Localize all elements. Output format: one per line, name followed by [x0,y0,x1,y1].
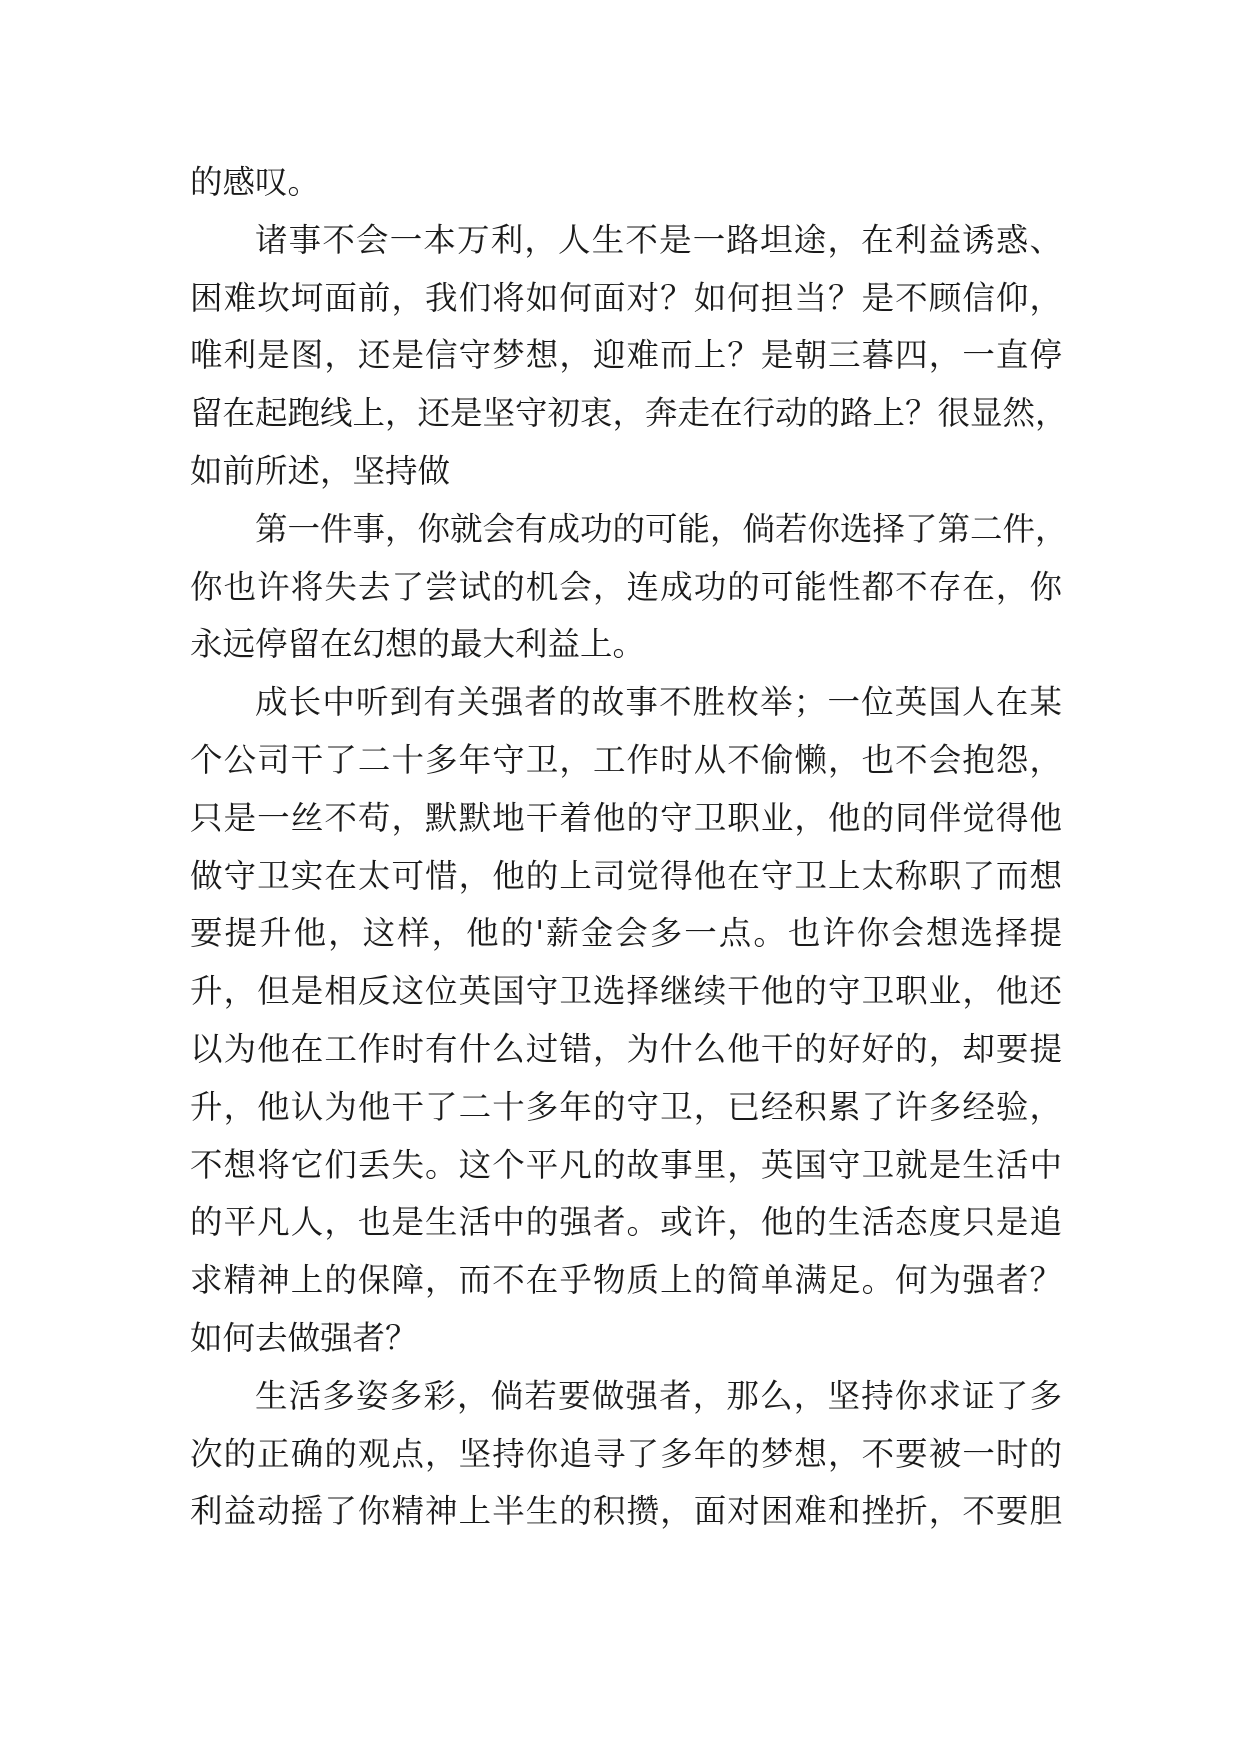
text-line: 的感叹。 [190,163,321,201]
paragraph-first-line: 诸事不会一本万利，人生不是一路坦途，在利益诱惑、 [255,220,1062,259]
text-line: 求精神上的保障，而不在乎物质上的简单满足。何为强者？ [190,1261,1062,1300]
text-line: 利益动摇了你精神上半生的积攒，面对困难和挫折，不要胆 [190,1492,1062,1531]
text-line: 永远停留在幻想的最大利益上。 [190,625,646,664]
text-line: 留在起跑线上，还是坚守初衷，奔走在行动的路上？很显然， [190,394,1068,433]
text-line: 只是一丝不苟，默默地干着他的守卫职业，他的同伴觉得他 [190,798,1062,837]
text-line: 的平凡人，也是生活中的强者。或许，他的生活态度只是追 [190,1203,1062,1242]
text-line: 如前所述，坚持做 [190,451,451,490]
text-line: 升，他认为他干了二十多年的守卫，已经积累了许多经验， [190,1087,1062,1126]
text-line: 你也许将失去了尝试的机会，连成功的可能性都不存在，你 [190,567,1062,606]
text-line: 唯利是图，还是信守梦想，迎难而上？是朝三暮四，一直停 [190,336,1062,375]
text-line: 次的正确的观点，坚持你追寻了多年的梦想，不要被一时的 [190,1434,1062,1473]
document-body [190,154,1068,1541]
text-line: 要提升他，这样，他的'薪金会多一点。也许你会想选择提 [190,914,1062,953]
text-line: 个公司干了二十多年守卫，工作时从不偷懒，也不会抱怨， [190,740,1062,779]
text-line: 困难坎坷面前，我们将如何面对？如何担当？是不顾信仰， [190,278,1062,317]
paragraph-first-line: 生活多姿多彩，倘若要做强者，那么，坚持你求证了多 [255,1376,1062,1415]
paragraph-first-line: 第一件事，你就会有成功的可能，倘若你选择了第二件， [255,509,1068,548]
text-line: 升，但是相反这位英国守卫选择继续干他的守卫职业，他还 [190,972,1062,1011]
text-line: 以为他在工作时有什么过错，为什么他干的好好的，却要提 [190,1029,1062,1068]
text-line: 做守卫实在太可惜，他的上司觉得他在守卫上太称职了而想 [190,856,1062,895]
paragraph-first-line: 成长中听到有关强者的故事不胜枚举；一位英国人在某 [255,683,1062,722]
text-line: 不想将它们丢失。这个平凡的故事里，英国守卫就是生活中 [190,1145,1062,1184]
text-line: 如何去做强者？ [190,1318,418,1357]
